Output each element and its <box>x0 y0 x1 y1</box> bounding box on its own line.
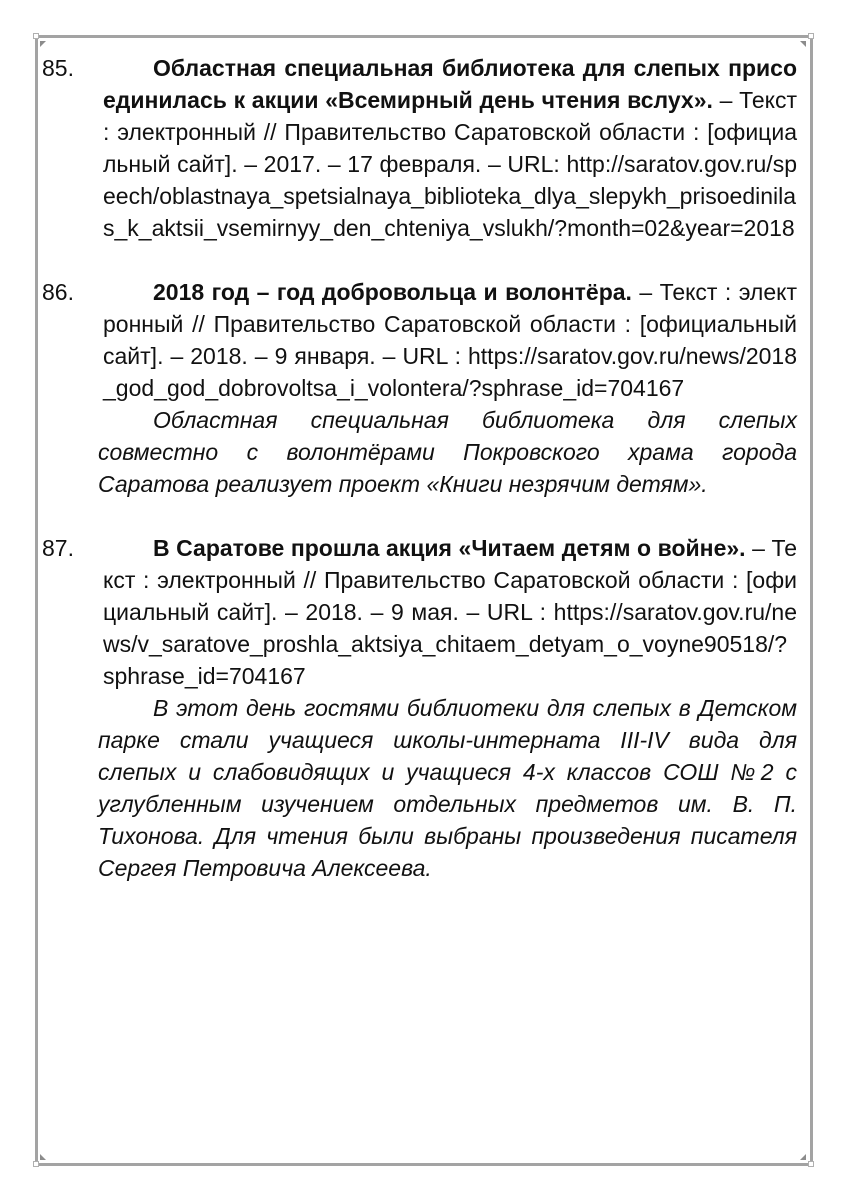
entry-title: В Саратове прошла акция «Читаем детям о войне». <box>153 535 746 561</box>
corner-square-bottom-right <box>808 1161 814 1167</box>
corner-square-bottom-left <box>33 1161 39 1167</box>
corner-mark-bottom-left-icon <box>40 1154 46 1160</box>
entry-source: – Текст : электронный // Правительство Саратовской области : [официальный сайт]. – 2018. – 9 мая. – URL : <box>103 535 797 625</box>
entry-url-link[interactable]: https://saratov.gov.ru/news/2018_god_god_dobrovoltsa_i_volontera/?sphrase_id=704167 <box>103 343 797 401</box>
page-frame-bottom-border <box>37 1163 812 1166</box>
corner-square-top-right <box>808 33 814 39</box>
bibliography-list <box>0 52 848 916</box>
entry-title: 2018 год – год добровольца и волонтёра. <box>153 279 632 305</box>
bibliography-entry-87 <box>0 532 848 884</box>
entry-number: 86. <box>42 279 74 305</box>
entry-number: 85. <box>42 55 74 81</box>
entry-source: – Текст : электронный // Правительство Саратовской области : [официальный сайт]. – 2018. – 9 января. – URL : <box>103 279 797 369</box>
corner-mark-top-left-icon <box>40 41 46 47</box>
entry-citation <box>103 52 797 244</box>
corner-mark-bottom-right-icon <box>800 1154 806 1160</box>
bibliography-entry-85 <box>0 52 848 244</box>
entry-citation <box>103 532 797 692</box>
entry-number: 87. <box>42 535 74 561</box>
corner-mark-top-right-icon <box>800 41 806 47</box>
entry-url-link[interactable]: https://saratov.gov.ru/news/v_saratove_proshla_aktsiya_chitaem_detyam_o_voyne90518/?sphrase_id=704167 <box>103 599 797 689</box>
entry-title: Областная специальная библиотека для слепых присоединилась к акции «Всемирный день чтения вслух». <box>103 55 797 113</box>
entry-annotation: В этот день гостями библиотеки для слепых в Детском парке стали учащиеся школы-интерната III-IV вида для слепых и слабовидящих и учащиеся 4-х классов СОШ №2 с углубленным изучением отдельных предметов им. В. П. Тихонова. Для чтения были выбраны произведения писателя Сергея Петровича Алексеева. <box>98 695 797 881</box>
corner-square-top-left <box>33 33 39 39</box>
entry-citation <box>103 276 797 404</box>
entry-source: – Текст : электронный // Правительство Саратовской области : [официальный сайт]. – 2017. – 17 февраля. – URL: <box>103 87 797 177</box>
entry-annotation: Областная специальная библиотека для слепых совместно с волонтёрами Покровского храма города Саратова реализует проект «Книги незрячим детям». <box>98 407 797 497</box>
bibliography-entry-86 <box>0 276 848 500</box>
entry-url-link[interactable]: http://saratov.gov.ru/speech/oblastnaya_spetsialnaya_biblioteka_dlya_slepykh_prisoedinilas_k_aktsii_vsemirnyy_den_chteniya_vslukh/?month=02&year=2018 <box>103 151 797 241</box>
page-frame-top-border <box>37 35 812 38</box>
